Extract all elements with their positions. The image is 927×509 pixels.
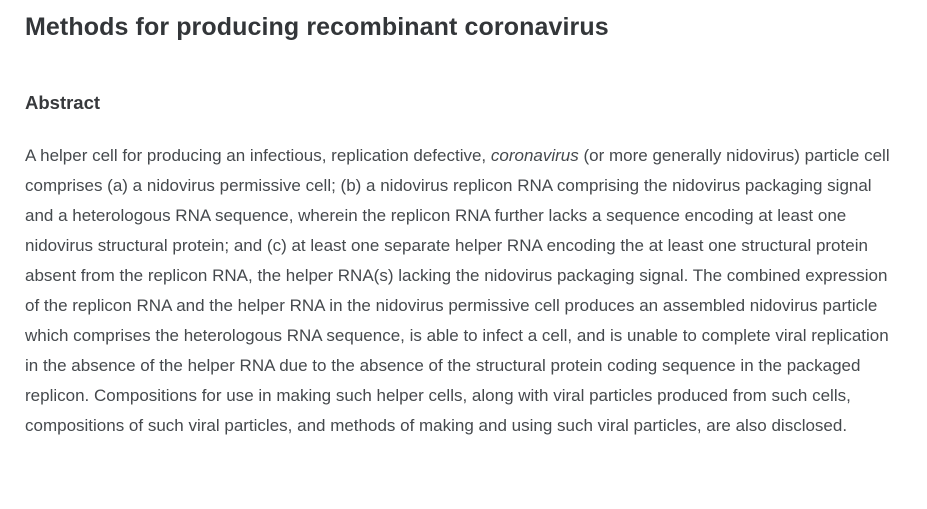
abstract-text: [25, 141, 897, 441]
abstract-italic-word: coronavirus: [490, 146, 579, 166]
abstract-heading: Abstract: [25, 92, 101, 113]
abstract-text-part2: (or more generally nidovirus) particle cell comprises (a) a nidovirus permissive cell; (b) a nidovirus replicon RNA comprising the nidovirus packaging signal and a heterologous RNA sequence, wherein the replicon RNA further lacks a sequence encoding at least one nidovirus structural protein; and (c) at least one separate helper RNA encoding the at least one structural protein absent from the replicon RNA, the helper RNA(s) lacking the nidovirus packaging signal. The combined expression of the replicon RNA and the helper RNA in the nidovirus permissive cell produces an assembled nidovirus particle which comprises the heterologous RNA sequence, is able to infect a cell, and is unable to complete viral replication in the absence of the helper RNA due to the absence of the structural protein coding sequence in the packaged replicon. Compositions for use in making such helper cells, along with viral particles produced from such cells, compositions of such viral particles, and methods of making and using such viral particles, are also disclosed.: [25, 146, 890, 436]
abstract-text-part1: A helper cell for producing an infectious, replication defective,: [25, 146, 491, 166]
page-title: Methods for producing recombinant coronavirus: [25, 13, 609, 41]
